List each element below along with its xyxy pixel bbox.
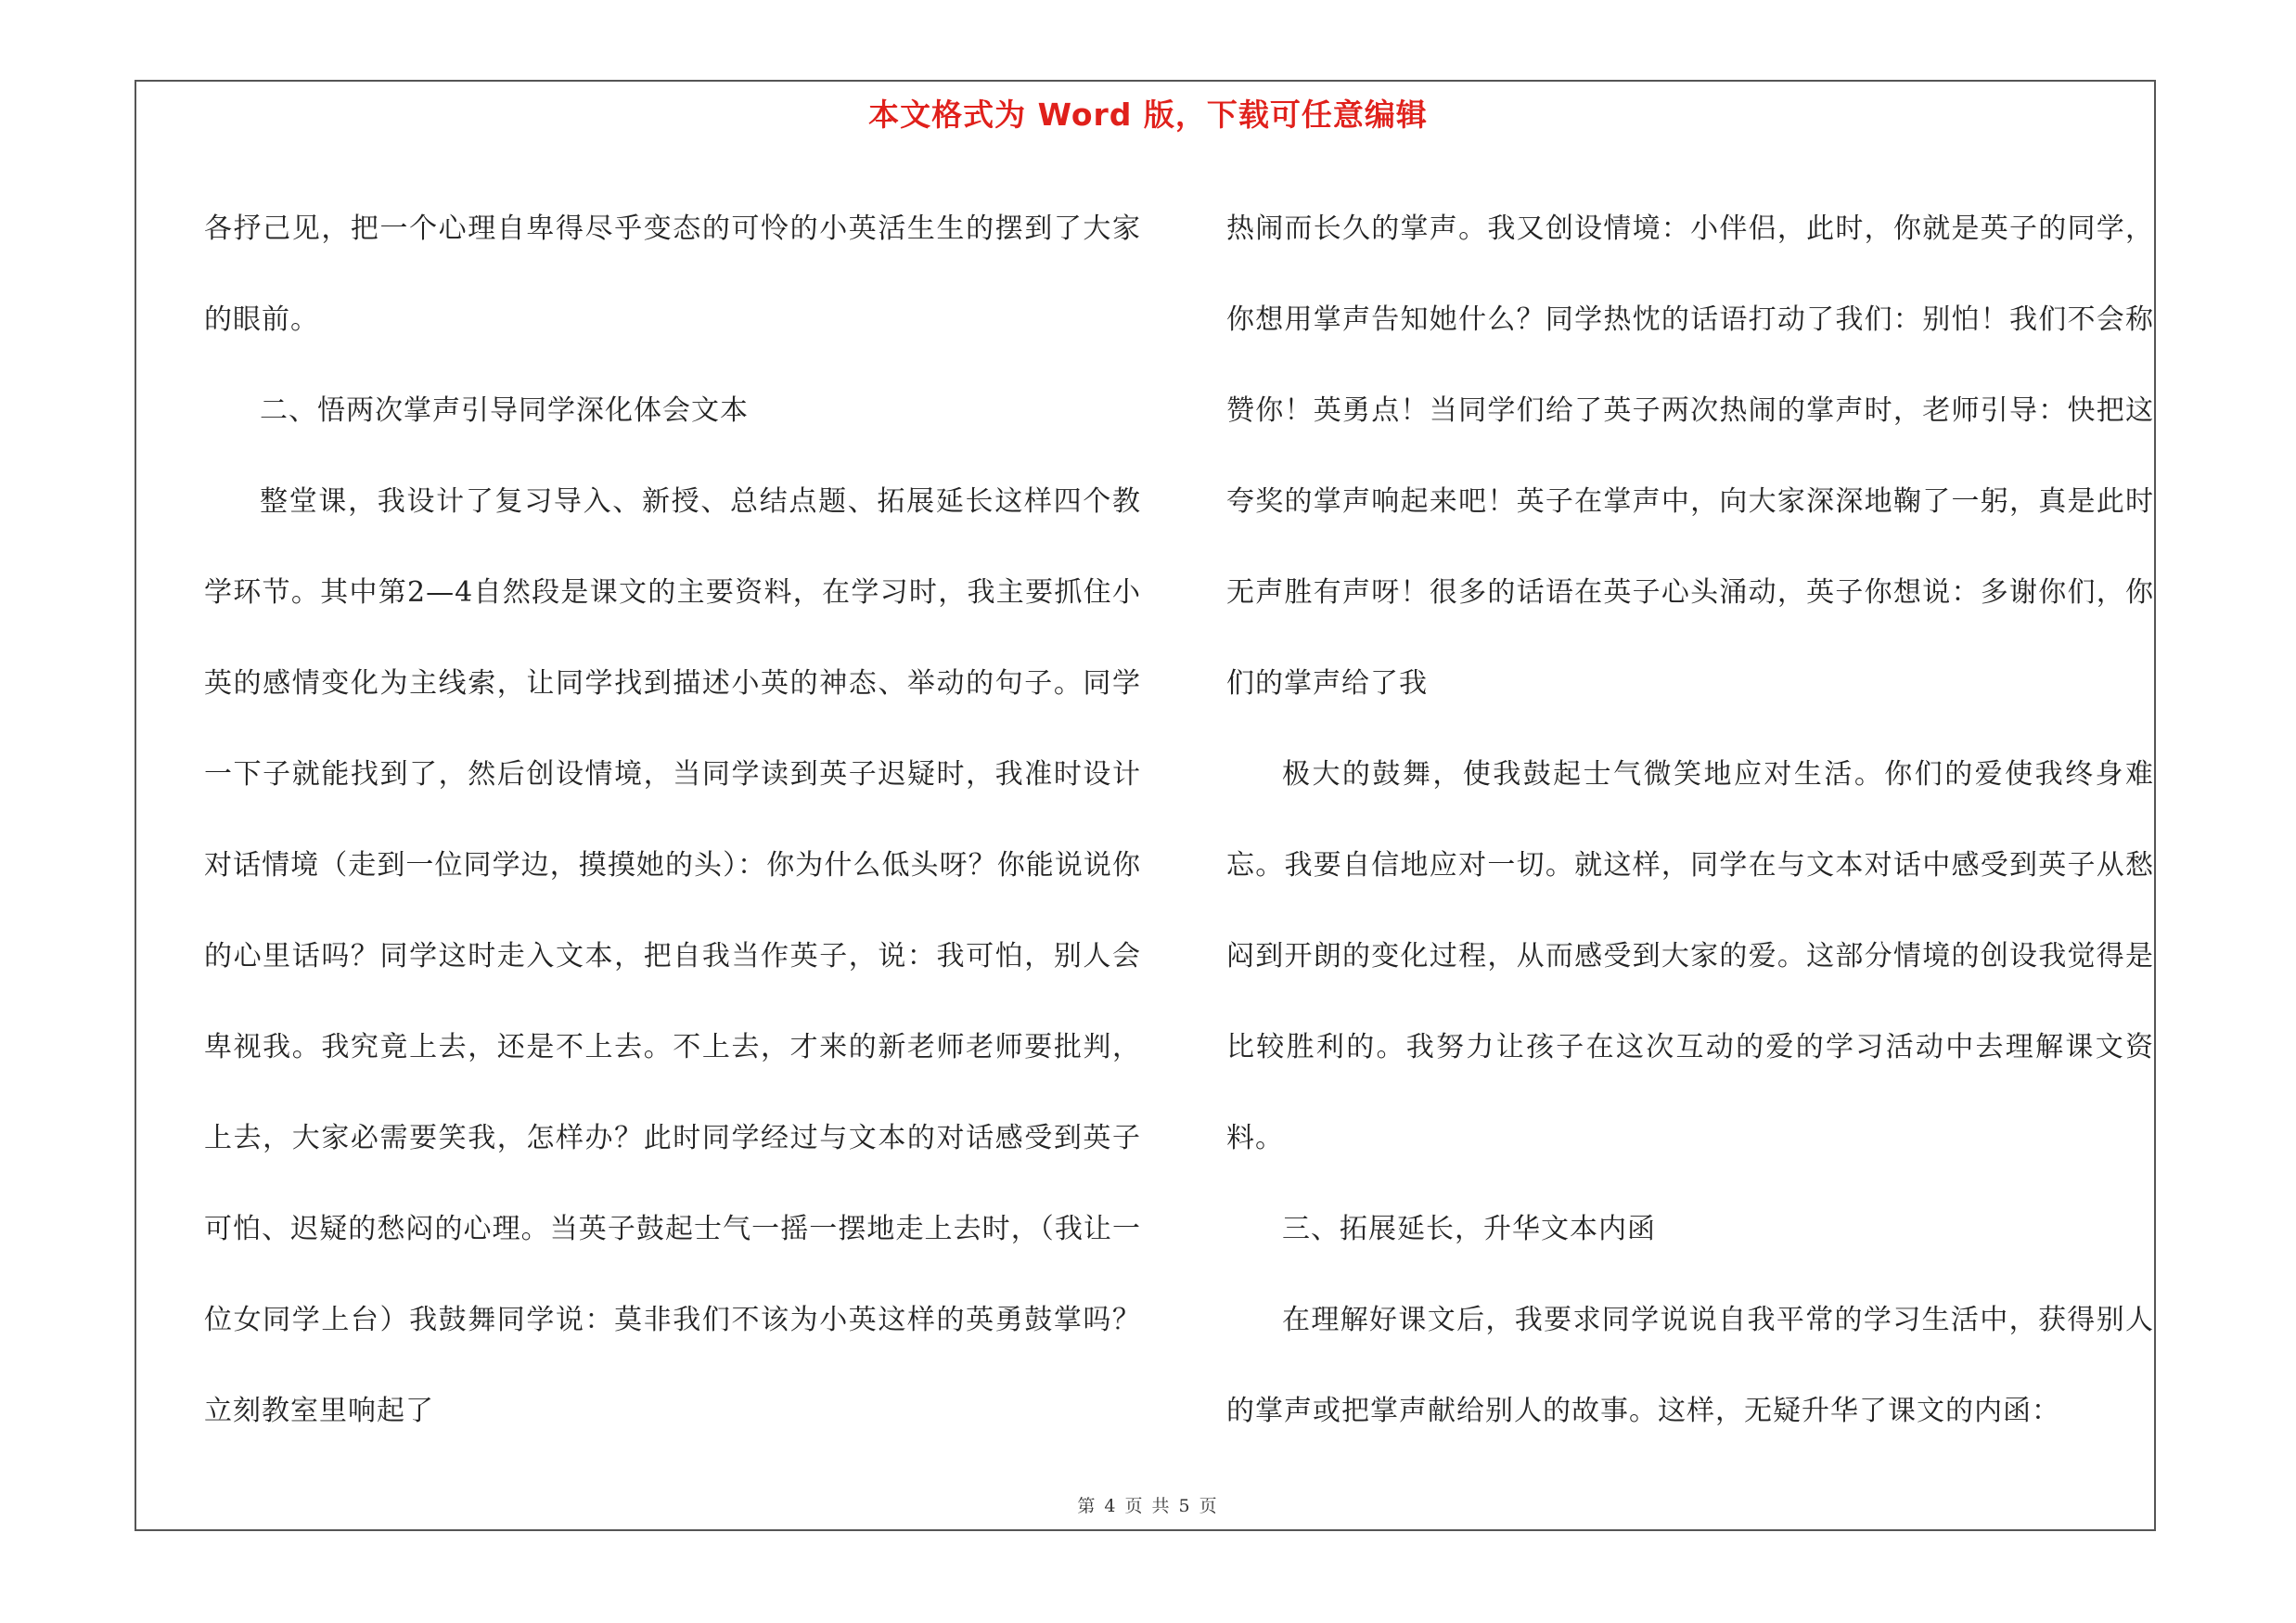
paragraph: 在理解好课文后，我要求同学说说自我平常的学习生活中，获得别人的掌声或把掌声献给别人的故事。这样，无疑升华了课文的内函：	[1226, 1304, 2154, 1427]
page-number: 第 4 页 共 5 页	[1077, 1496, 1219, 1516]
paragraph: 极大的鼓舞，使我鼓起士气微笑地应对生活。你们的爱使我终身难忘。我要自信地应对一切。就这样，同学在与文本对话中感受到英子从愁闷到开朗的变化过程，从而感受到大家的爱。这部分情境的创设我觉得是比较胜利的。我努力让孩子在这次互动的爱的学习活动中去理解课文资料。	[1226, 758, 2154, 1154]
paragraph: 整堂课，我设计了复习导入、新授、总结点题、拓展延长这样四个教学环节。其中第2—4自然段是课文的主要资料，在学习时，我主要抓住小英的感情变化为主线索，让同学找到描述小英的神态、举动的句子。同学一下子就能找到了，然后创设情境，当同学读到英子迟疑时，我准时设计对话情境（走到一位同学边，摸摸她的头）：你为什么低头呀？你能说说你的心里话吗？同学这时走入文本，把自我当作英子，说：我可怕，别人会卑视我。我究竟上去，还是不上去。不上去，才来的新老师老师要批判，上去，大家必需要笑我，怎样办？此时同学经过与文本的对话感受到英子可怕、迟疑的愁闷的心理。当英子鼓起士气一摇一摆地走上去时，（我让一位女同学上台）我鼓舞同学说：莫非我们不该为小英这样的英勇鼓掌吗？立刻教室里响起了	[204, 485, 1141, 1427]
paragraph-continued: 各抒己见，把一个心理自卑得尽乎变态的可怜的小英活生生的摆到了大家的眼前。	[204, 213, 1141, 336]
section-heading-2: 二、悟两次掌声引导同学深化体会文本	[260, 394, 749, 427]
header-banner: 本文格式为 Word 版，下载可任意编辑	[868, 97, 1428, 133]
section-heading-3: 三、拓展延长，升华文本内函	[1282, 1213, 1656, 1245]
paragraph-continued: 热闹而长久的掌声。我又创设情境：小伴侣，此时，你就是英子的同学，你想用掌声告知她什么？同学热忱的话语打动了我们：别怕！我们不会称赞你！英勇点！当同学们给了英子两次热闹的掌声时，老师引导：快把这夸奖的掌声响起来吧！英子在掌声中，向大家深深地鞠了一躬，真是此时无声胜有声呀！很多的话语在英子心头涌动，英子你想说：多谢你们，你们的掌声给了我	[1226, 213, 2154, 700]
left-column	[204, 184, 1141, 1457]
right-column	[1226, 184, 2154, 1457]
